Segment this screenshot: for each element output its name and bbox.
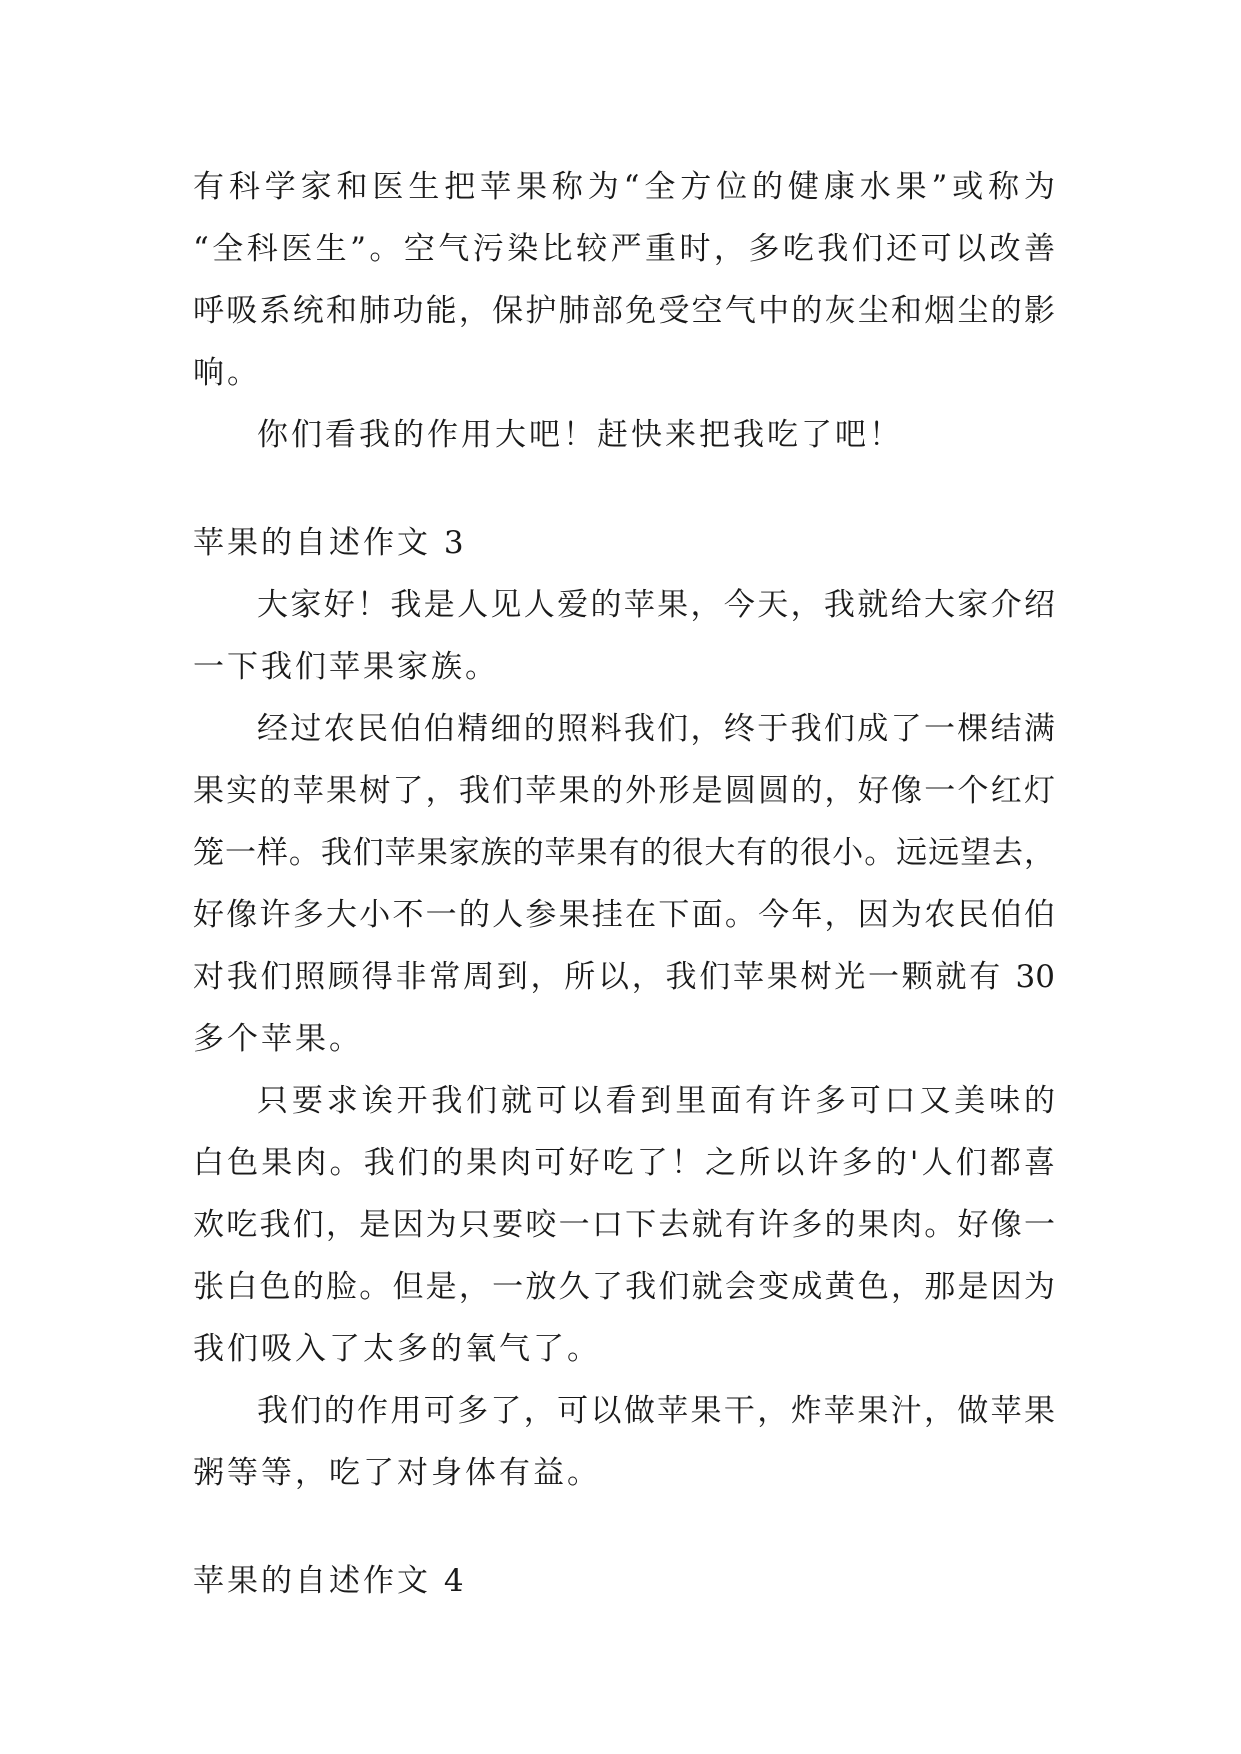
paragraph-line: 好像许多大小不一的人参果挂在下面。今年，因为农民伯伯 xyxy=(193,897,1055,933)
paragraph-line: 呼吸系统和肺功能，保护肺部免受空气中的灰尘和烟尘的影 xyxy=(193,293,1055,329)
paragraph-line: 笼一样。我们苹果家族的苹果有的很大有的很小。远远望去， xyxy=(193,835,1055,871)
paragraph-line: 对我们照顾得非常周到，所以，我们苹果树光一颗就有 30 xyxy=(193,959,1055,995)
paragraph-line: 张白色的脸。但是，一放久了我们就会变成黄色，那是因为 xyxy=(193,1269,1055,1305)
paragraph-line: 只要求诶开我们就可以看到里面有许多可口又美味的 xyxy=(257,1083,1055,1119)
section-heading: 苹果的自述作文 4 xyxy=(193,1563,467,1599)
paragraph-line: “全科医生”。空气污染比较严重时，多吃我们还可以改善 xyxy=(193,231,1055,267)
paragraph-line: 大家好！我是人见人爱的苹果，今天，我就给大家介绍 xyxy=(257,587,1055,623)
paragraph-line: 我们吸入了太多的氧气了。 xyxy=(193,1331,601,1367)
paragraph-line: 我们的作用可多了，可以做苹果干，炸苹果汁，做苹果 xyxy=(257,1393,1055,1429)
paragraph-line: 有科学家和医生把苹果称为“全方位的健康水果”或称为 xyxy=(193,169,1055,205)
paragraph-line: 粥等等，吃了对身体有益。 xyxy=(193,1455,601,1491)
paragraph-line: 经过农民伯伯精细的照料我们，终于我们成了一棵结满 xyxy=(257,711,1055,747)
paragraph-line: 一下我们苹果家族。 xyxy=(193,649,499,685)
paragraph-line: 你们看我的作用大吧！赶快来把我吃了吧！ xyxy=(257,417,903,453)
paragraph-line: 白色果肉。我们的果肉可好吃了！之所以许多的'人们都喜 xyxy=(193,1145,1055,1181)
paragraph-line: 欢吃我们，是因为只要咬一口下去就有许多的果肉。好像一 xyxy=(193,1207,1055,1243)
paragraph-line: 果实的苹果树了，我们苹果的外形是圆圆的，好像一个红灯 xyxy=(193,773,1055,809)
section-heading: 苹果的自述作文 3 xyxy=(193,525,467,561)
paragraph-line: 多个苹果。 xyxy=(193,1021,363,1057)
paragraph-line: 响。 xyxy=(193,355,261,391)
